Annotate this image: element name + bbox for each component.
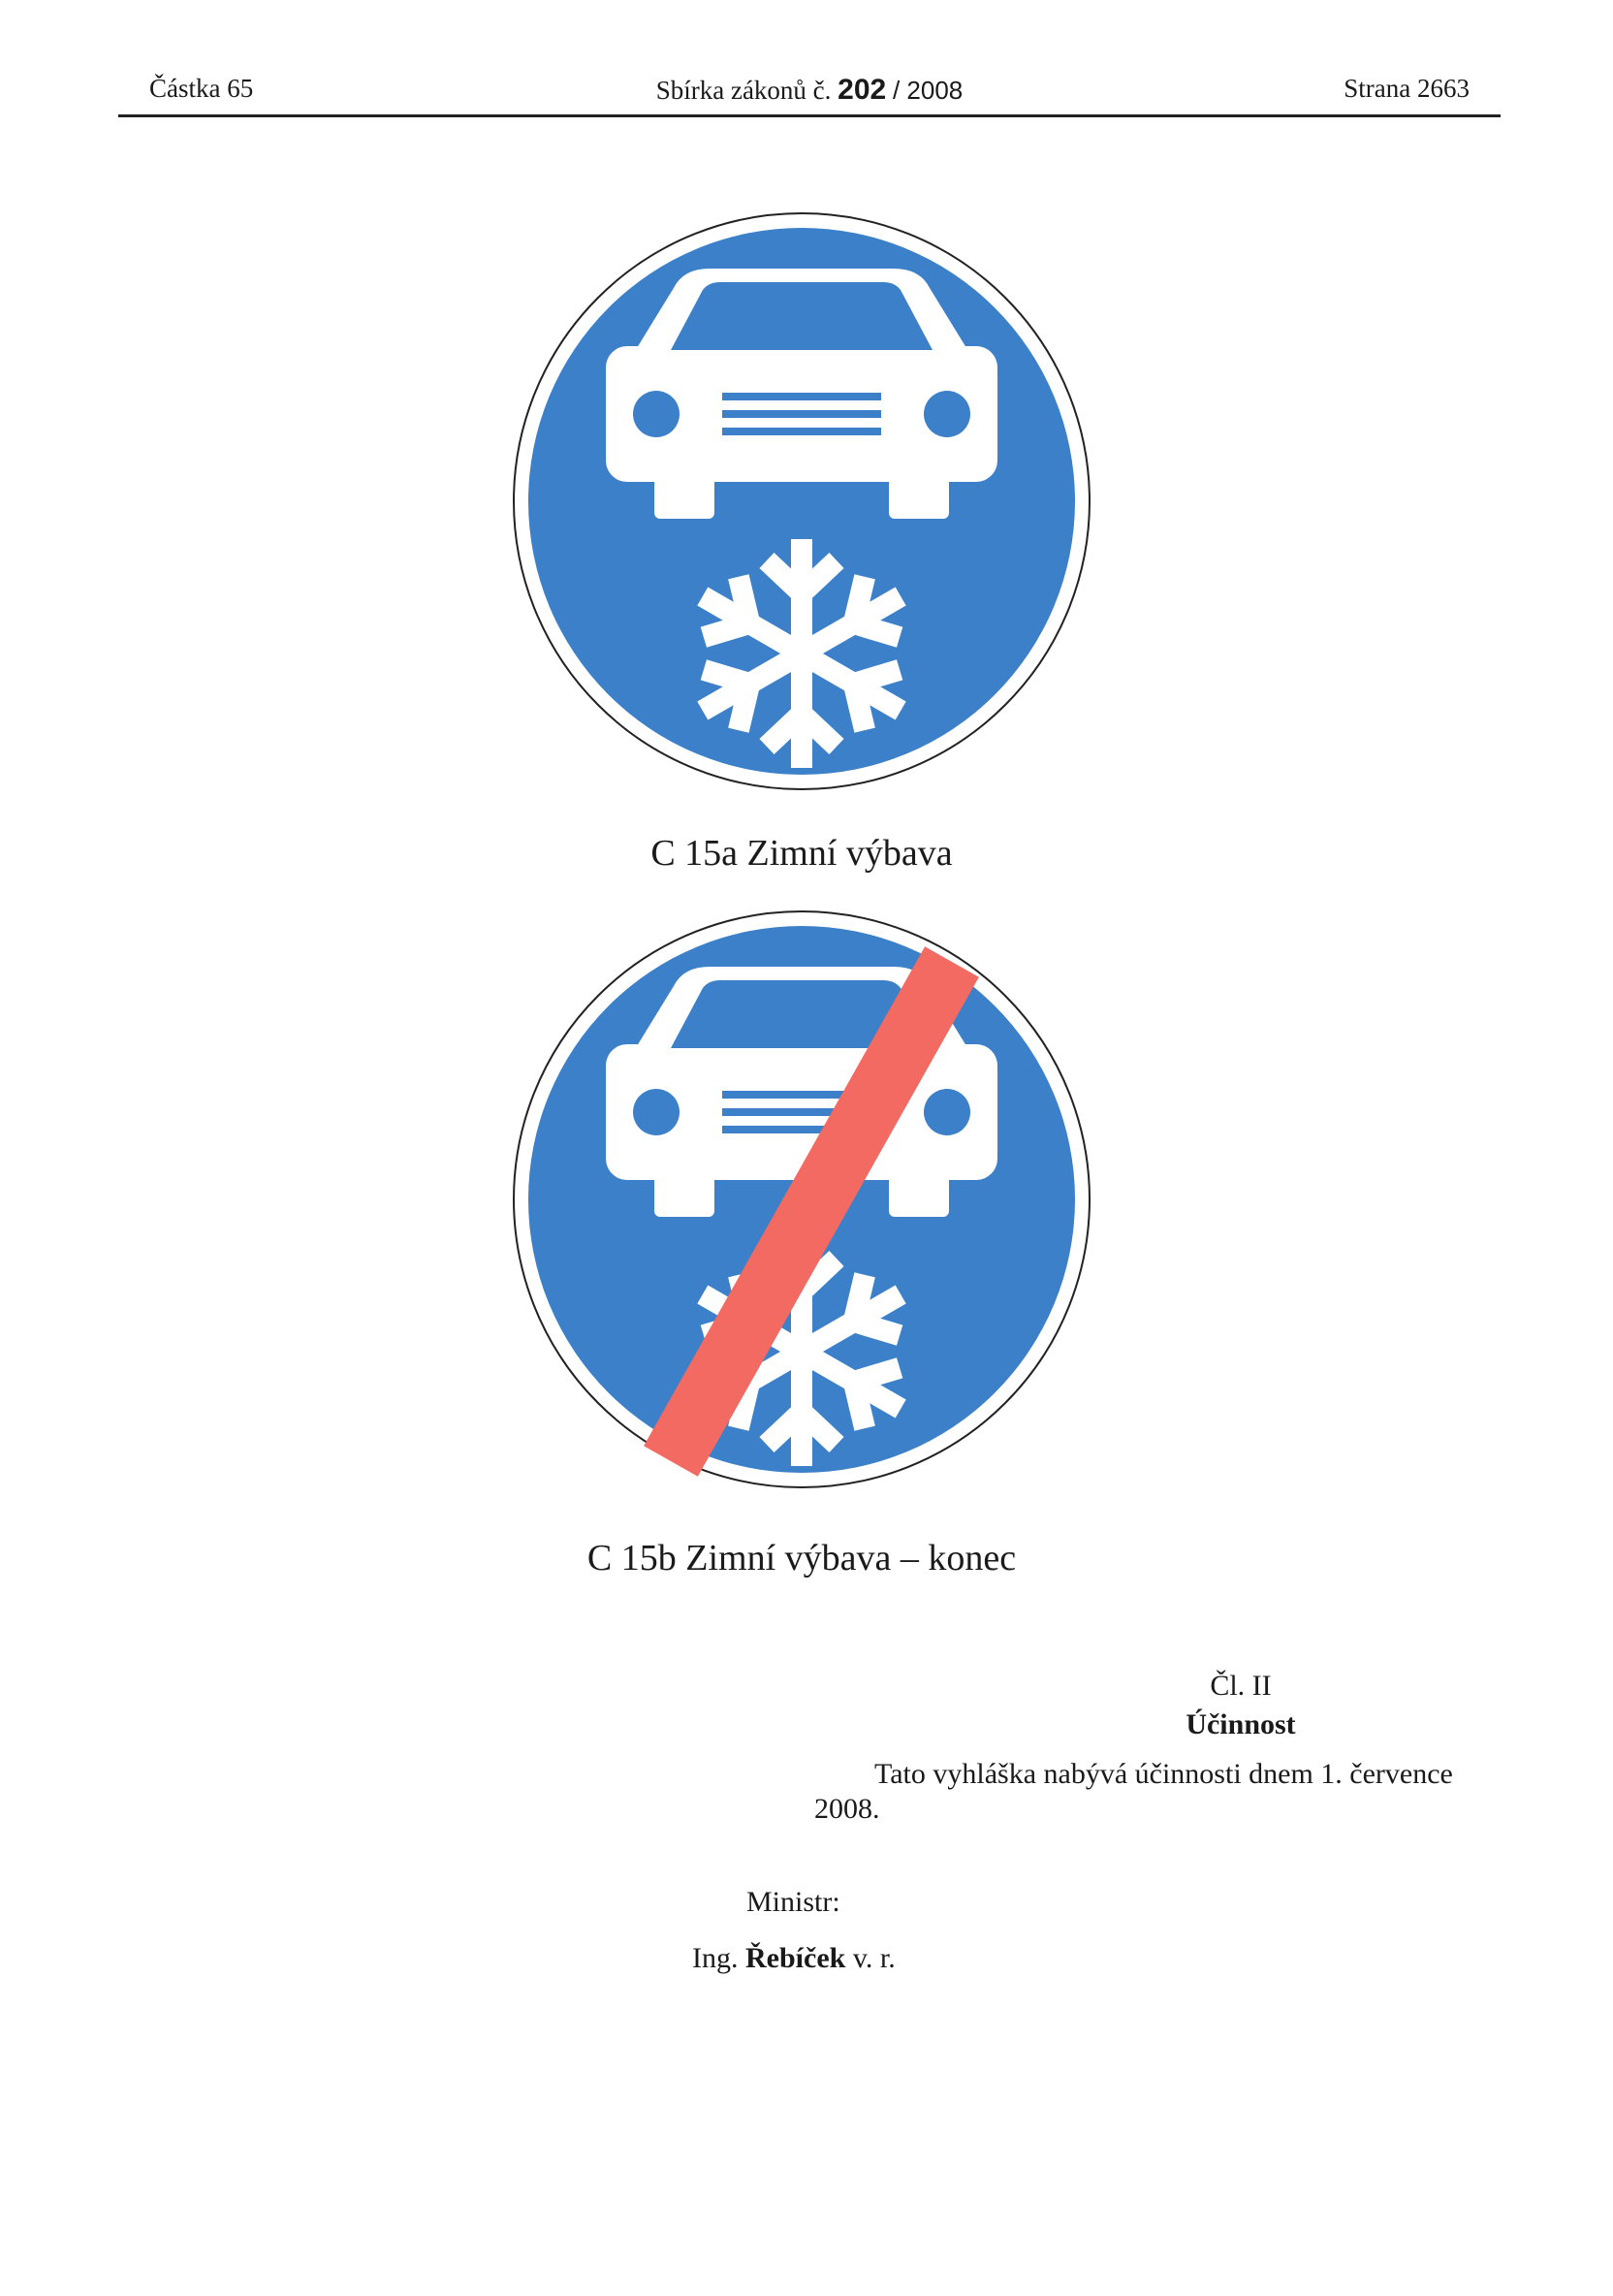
signatory [692,1942,896,1975]
sign-c15a [511,210,1092,792]
article-number: Čl. II [1210,1670,1272,1702]
header-collection-prefix: Sbírka zákonů č. [655,76,832,105]
article-text [814,1757,1493,1827]
page-header [118,68,1501,117]
signatory-name: Řebíček [745,1942,846,1974]
article-title: Účinnost [1186,1708,1296,1740]
signatory-prefix: Ing. [692,1942,739,1974]
sign-c15b [511,909,1092,1490]
header-collection-year: / 2008 [892,76,964,105]
header-collection [118,74,1501,107]
signatory-suffix: v. r. [852,1942,896,1974]
car-icon [514,213,1090,789]
header-page: Strana 2663 [1344,74,1470,103]
caption-c15b: C 15b Zimní výbava – konec [586,1538,1017,1578]
header-collection-number: 202 [838,74,887,106]
signature-role: Ministr: [746,1886,840,1918]
header-part: Částka 65 [149,74,254,103]
caption-c15a: C 15a Zimní výbava [650,833,953,874]
article-text-line1: Tato vyhláška nabývá účinnosti dnem 1. července [874,1758,1453,1790]
article-text-line2: 2008. [814,1793,880,1825]
